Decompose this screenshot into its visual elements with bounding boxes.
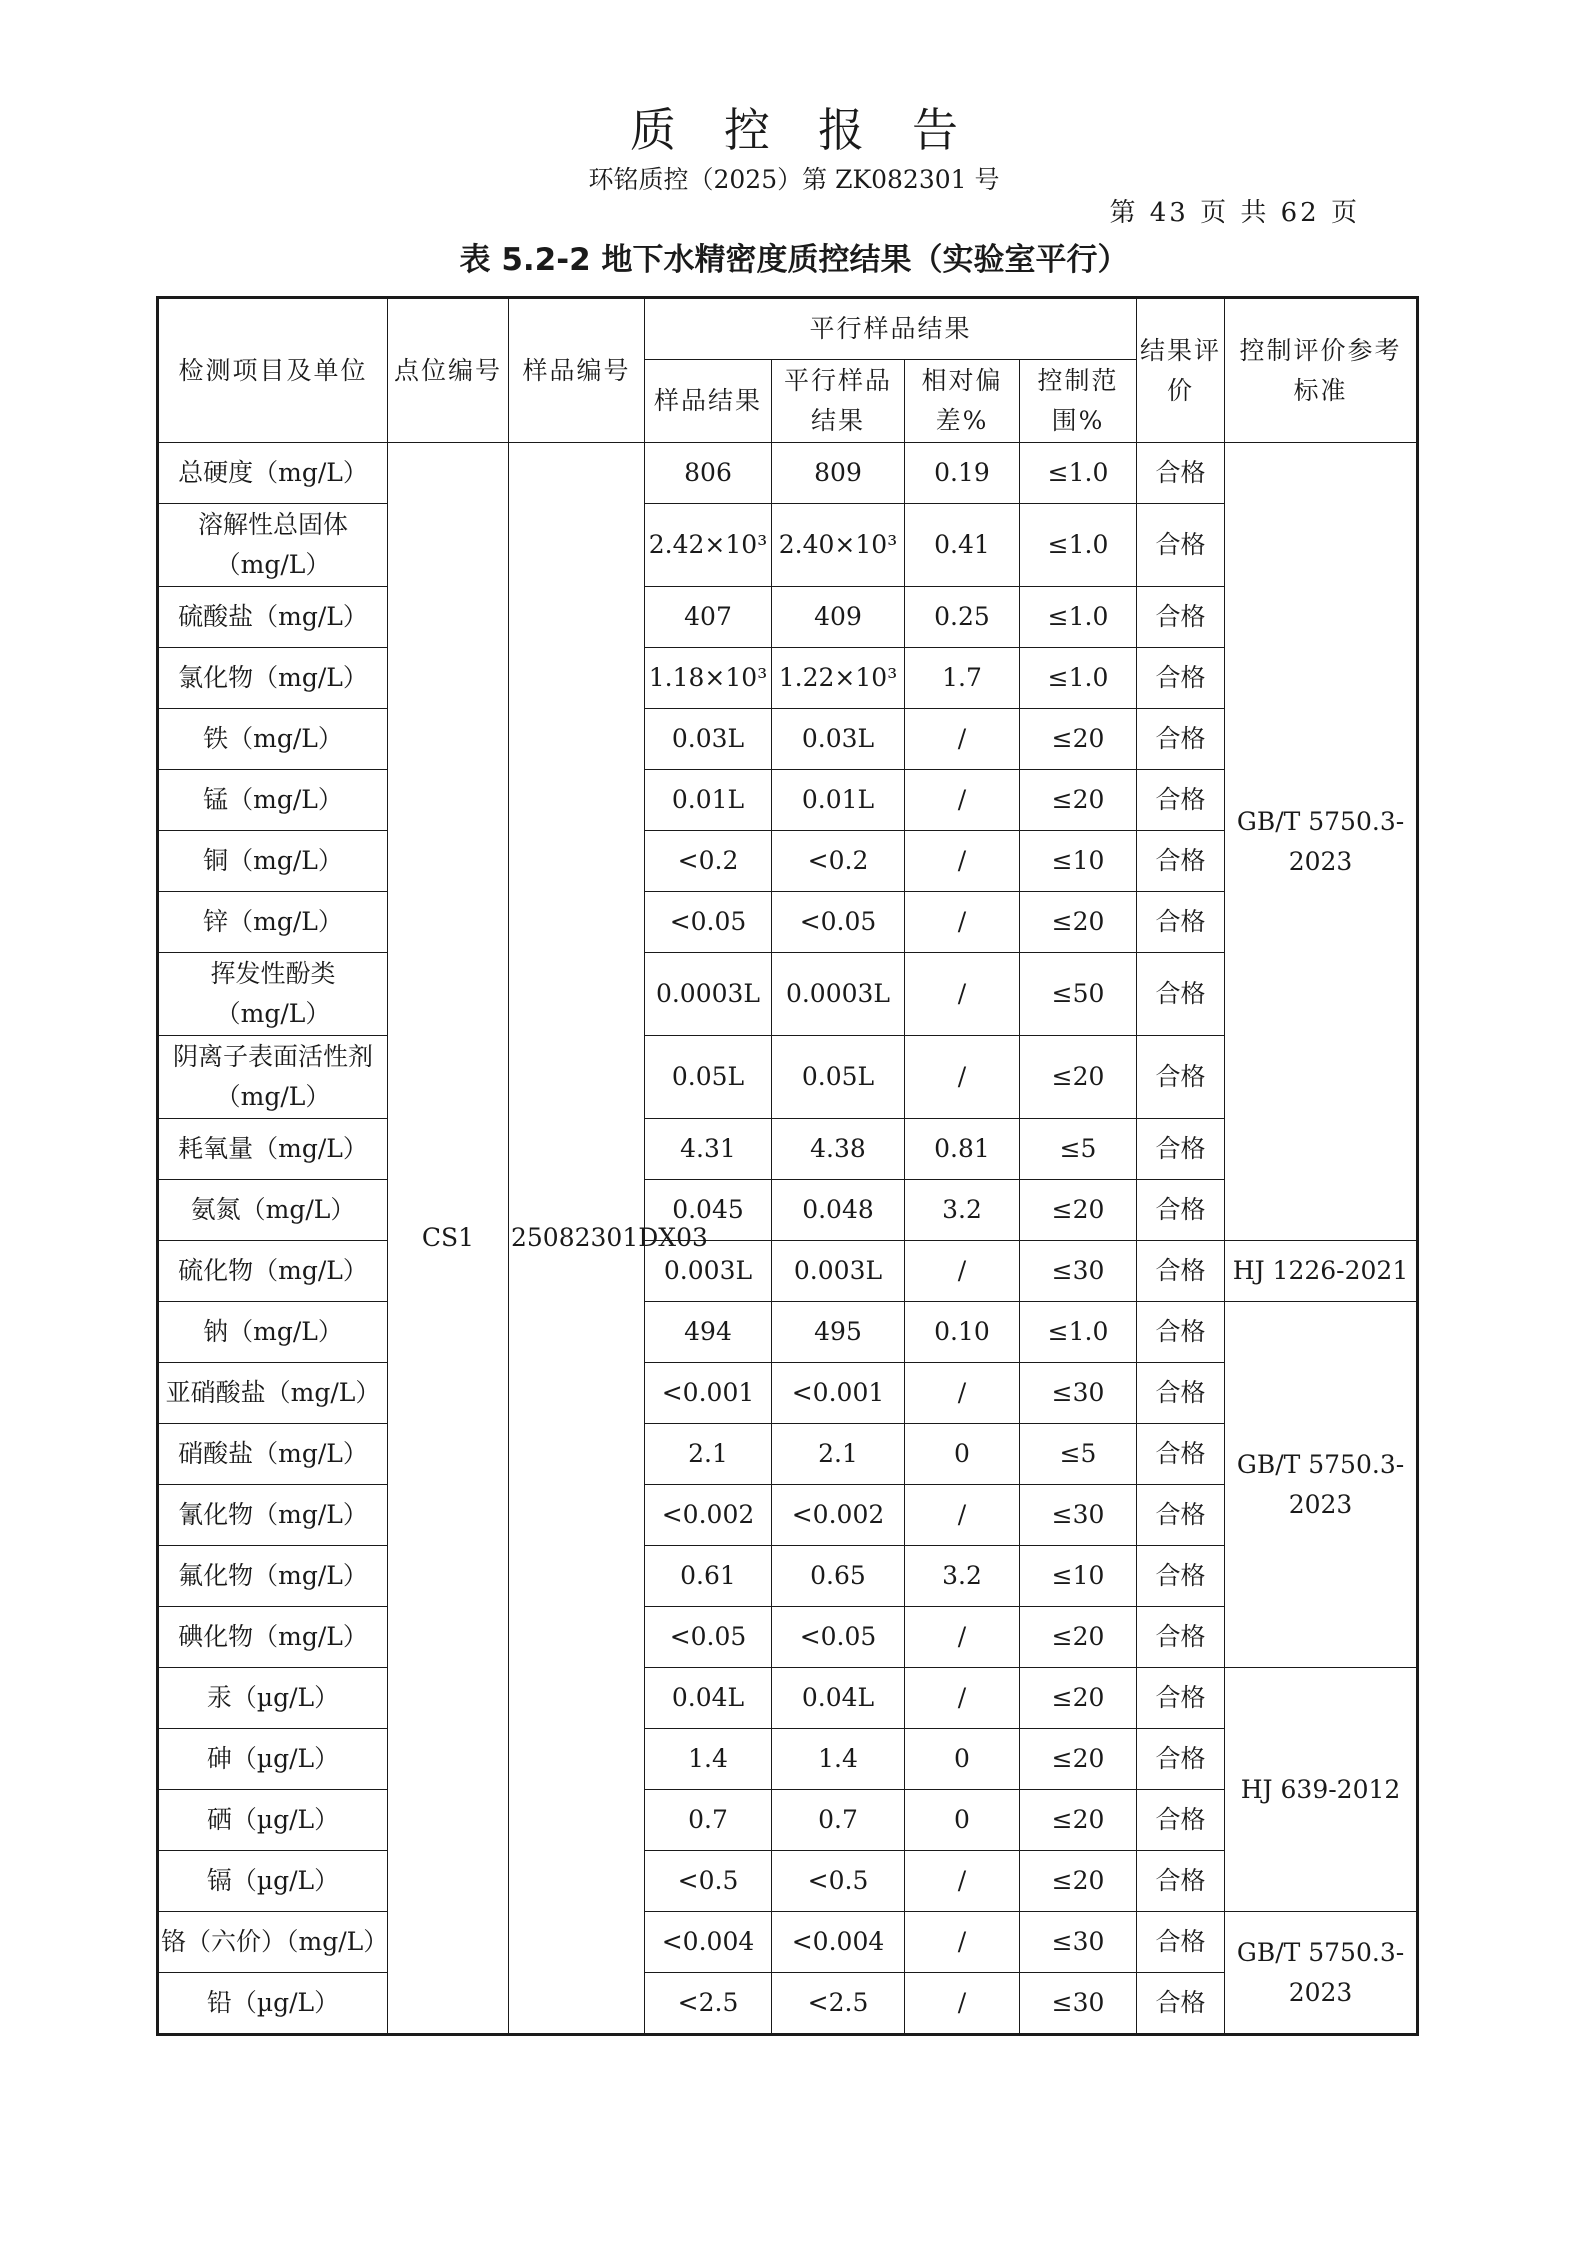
cell-evaluation: 合格: [1137, 1036, 1225, 1119]
cell-parallel-result: 0.048: [772, 1180, 905, 1241]
cell-sample-result: <0.2: [645, 831, 772, 892]
cell-parallel-result: <0.001: [772, 1363, 905, 1424]
cell-relative-deviation: /: [905, 1485, 1020, 1546]
cell-sample-result: 0.05L: [645, 1036, 772, 1119]
cell-evaluation: 合格: [1137, 1546, 1225, 1607]
cell-relative-deviation: /: [905, 831, 1020, 892]
cell-control-range: ≤20: [1020, 1036, 1137, 1119]
cell-item: 锌（mg/L）: [158, 892, 388, 953]
cell-sample-result: <0.5: [645, 1851, 772, 1912]
cell-parallel-result: 809: [772, 443, 905, 504]
cell-item: 硒（µg/L）: [158, 1790, 388, 1851]
cell-sample-result: <0.001: [645, 1363, 772, 1424]
cell-evaluation: 合格: [1137, 1302, 1225, 1363]
cell-sample-result: 407: [645, 587, 772, 648]
cell-standard: GB/T 5750.3-2023: [1225, 443, 1418, 1241]
cell-relative-deviation: /: [905, 770, 1020, 831]
cell-item: 氰化物（mg/L）: [158, 1485, 388, 1546]
cell-item: 亚硝酸盐（mg/L）: [158, 1363, 388, 1424]
cell-sample-result: <0.05: [645, 1607, 772, 1668]
cell-sample-result: 1.18×10³: [645, 648, 772, 709]
cell-point-id: CS1: [388, 443, 509, 2035]
cell-item: 铁（mg/L）: [158, 709, 388, 770]
cell-control-range: ≤30: [1020, 1485, 1137, 1546]
cell-item: 砷（µg/L）: [158, 1729, 388, 1790]
cell-relative-deviation: /: [905, 1607, 1020, 1668]
cell-control-range: ≤1.0: [1020, 443, 1137, 504]
cell-sample-result: <2.5: [645, 1973, 772, 2035]
cell-relative-deviation: /: [905, 1241, 1020, 1302]
cell-sample-result: 0.003L: [645, 1241, 772, 1302]
cell-sample-result: 2.1: [645, 1424, 772, 1485]
cell-control-range: ≤1.0: [1020, 648, 1137, 709]
cell-evaluation: 合格: [1137, 1424, 1225, 1485]
cell-sample-result: 2.42×10³: [645, 504, 772, 587]
cell-sample-result: 0.04L: [645, 1668, 772, 1729]
cell-parallel-result: 0.04L: [772, 1668, 905, 1729]
cell-control-range: ≤5: [1020, 1119, 1137, 1180]
table-caption: 表 5.2-2 地下水精密度质控结果（实验室平行）: [459, 242, 1129, 278]
cell-item: 硝酸盐（mg/L）: [158, 1424, 388, 1485]
page-indicator: 第 43 页 共 62 页: [1109, 198, 1360, 228]
cell-standard: GB/T 5750.3-2023: [1225, 1912, 1418, 2035]
cell-relative-deviation: /: [905, 1912, 1020, 1973]
cell-parallel-result: 0.0003L: [772, 953, 905, 1036]
qc-results-table: [156, 296, 1419, 2036]
table-row: [158, 1912, 1418, 1973]
cell-relative-deviation: 0.19: [905, 443, 1020, 504]
cell-evaluation: 合格: [1137, 587, 1225, 648]
cell-control-range: ≤20: [1020, 709, 1137, 770]
cell-control-range: ≤1.0: [1020, 587, 1137, 648]
cell-item: 铜（mg/L）: [158, 831, 388, 892]
cell-relative-deviation: /: [905, 1973, 1020, 2035]
table-row: [158, 443, 1418, 504]
cell-relative-deviation: /: [905, 892, 1020, 953]
cell-control-range: ≤20: [1020, 770, 1137, 831]
cell-sample-result: 806: [645, 443, 772, 504]
cell-control-range: ≤20: [1020, 1851, 1137, 1912]
cell-parallel-result: 2.1: [772, 1424, 905, 1485]
cell-item: 总硬度（mg/L）: [158, 443, 388, 504]
cell-item: 硫酸盐（mg/L）: [158, 587, 388, 648]
cell-control-range: ≤10: [1020, 1546, 1137, 1607]
cell-item: 氯化物（mg/L）: [158, 648, 388, 709]
cell-parallel-result: 4.38: [772, 1119, 905, 1180]
cell-relative-deviation: 0.25: [905, 587, 1020, 648]
cell-standard: HJ 1226-2021: [1225, 1241, 1418, 1302]
cell-control-range: ≤1.0: [1020, 1302, 1137, 1363]
cell-item: 铅（µg/L）: [158, 1973, 388, 2035]
cell-evaluation: 合格: [1137, 1729, 1225, 1790]
header-point: 点位编号: [388, 298, 509, 443]
cell-item: 锰（mg/L）: [158, 770, 388, 831]
cell-relative-deviation: 0.81: [905, 1119, 1020, 1180]
cell-relative-deviation: 0: [905, 1424, 1020, 1485]
cell-relative-deviation: /: [905, 1036, 1020, 1119]
header-evaluation: 结果评价: [1137, 298, 1225, 443]
cell-evaluation: 合格: [1137, 1119, 1225, 1180]
cell-evaluation: 合格: [1137, 1485, 1225, 1546]
cell-item: 氟化物（mg/L）: [158, 1546, 388, 1607]
cell-relative-deviation: /: [905, 1668, 1020, 1729]
cell-sample-result: 0.045: [645, 1180, 772, 1241]
cell-parallel-result: 0.7: [772, 1790, 905, 1851]
cell-evaluation: 合格: [1137, 892, 1225, 953]
cell-control-range: ≤20: [1020, 1790, 1137, 1851]
cell-evaluation: 合格: [1137, 504, 1225, 587]
cell-parallel-result: 0.05L: [772, 1036, 905, 1119]
cell-control-range: ≤20: [1020, 1668, 1137, 1729]
cell-relative-deviation: /: [905, 1363, 1020, 1424]
cell-control-range: ≤20: [1020, 892, 1137, 953]
cell-sample-result: 494: [645, 1302, 772, 1363]
table-body: [158, 443, 1418, 2035]
cell-relative-deviation: 0.10: [905, 1302, 1020, 1363]
cell-parallel-result: <0.004: [772, 1912, 905, 1973]
cell-parallel-result: 495: [772, 1302, 905, 1363]
cell-parallel-result: 1.4: [772, 1729, 905, 1790]
cell-parallel-result: <0.5: [772, 1851, 905, 1912]
cell-parallel-result: 409: [772, 587, 905, 648]
header-standard: 控制评价参考标准: [1225, 298, 1418, 443]
cell-item: 钠（mg/L）: [158, 1302, 388, 1363]
table-row: [158, 1668, 1418, 1729]
cell-control-range: ≤20: [1020, 1180, 1137, 1241]
cell-item: 汞（µg/L）: [158, 1668, 388, 1729]
cell-item: 铬（六价）（mg/L）: [158, 1912, 388, 1973]
cell-parallel-result: 2.40×10³: [772, 504, 905, 587]
header-item: 检测项目及单位: [158, 298, 388, 443]
cell-sample-result: 0.01L: [645, 770, 772, 831]
cell-control-range: ≤20: [1020, 1729, 1137, 1790]
cell-sample-result: 1.4: [645, 1729, 772, 1790]
cell-relative-deviation: /: [905, 1851, 1020, 1912]
cell-item: 耗氧量（mg/L）: [158, 1119, 388, 1180]
cell-evaluation: 合格: [1137, 770, 1225, 831]
cell-parallel-result: 1.22×10³: [772, 648, 905, 709]
cell-evaluation: 合格: [1137, 648, 1225, 709]
cell-item: 氨氮（mg/L）: [158, 1180, 388, 1241]
cell-evaluation: 合格: [1137, 1241, 1225, 1302]
header-relative-deviation: 相对偏差%: [905, 360, 1020, 443]
cell-control-range: ≤30: [1020, 1912, 1137, 1973]
cell-control-range: ≤5: [1020, 1424, 1137, 1485]
cell-evaluation: 合格: [1137, 1668, 1225, 1729]
cell-parallel-result: <0.002: [772, 1485, 905, 1546]
cell-sample-result: 0.7: [645, 1790, 772, 1851]
table-row: [158, 1302, 1418, 1363]
cell-sample-result: <0.002: [645, 1485, 772, 1546]
cell-control-range: ≤50: [1020, 953, 1137, 1036]
cell-evaluation: 合格: [1137, 1790, 1225, 1851]
cell-sample-id: 25082301DX03: [509, 443, 645, 2035]
cell-relative-deviation: /: [905, 953, 1020, 1036]
cell-parallel-result: <0.05: [772, 1607, 905, 1668]
cell-parallel-result: 0.003L: [772, 1241, 905, 1302]
cell-control-range: ≤30: [1020, 1363, 1137, 1424]
cell-control-range: ≤10: [1020, 831, 1137, 892]
report-number: 环铭质控（2025）第 ZK082301 号: [588, 165, 1000, 194]
cell-evaluation: 合格: [1137, 953, 1225, 1036]
cell-parallel-result: <0.05: [772, 892, 905, 953]
cell-evaluation: 合格: [1137, 1973, 1225, 2035]
cell-standard: HJ 639-2012: [1225, 1668, 1418, 1912]
cell-evaluation: 合格: [1137, 1363, 1225, 1424]
cell-parallel-result: <0.2: [772, 831, 905, 892]
cell-relative-deviation: /: [905, 709, 1020, 770]
cell-relative-deviation: 0: [905, 1790, 1020, 1851]
header-parallel-group: 平行样品结果: [645, 298, 1137, 360]
cell-relative-deviation: 0: [905, 1729, 1020, 1790]
cell-evaluation: 合格: [1137, 1851, 1225, 1912]
cell-control-range: ≤20: [1020, 1607, 1137, 1668]
cell-item: 镉（µg/L）: [158, 1851, 388, 1912]
cell-relative-deviation: 3.2: [905, 1546, 1020, 1607]
cell-relative-deviation: 1.7: [905, 648, 1020, 709]
cell-evaluation: 合格: [1137, 1180, 1225, 1241]
cell-standard: GB/T 5750.3-2023: [1225, 1302, 1418, 1668]
cell-sample-result: <0.05: [645, 892, 772, 953]
cell-item: 碘化物（mg/L）: [158, 1607, 388, 1668]
cell-control-range: ≤30: [1020, 1241, 1137, 1302]
cell-item: 硫化物（mg/L）: [158, 1241, 388, 1302]
cell-evaluation: 合格: [1137, 443, 1225, 504]
cell-evaluation: 合格: [1137, 709, 1225, 770]
cell-relative-deviation: 3.2: [905, 1180, 1020, 1241]
cell-parallel-result: 0.01L: [772, 770, 905, 831]
cell-sample-result: 0.0003L: [645, 953, 772, 1036]
cell-parallel-result: <2.5: [772, 1973, 905, 2035]
header-sample-result: 样品结果: [645, 360, 772, 443]
cell-relative-deviation: 0.41: [905, 504, 1020, 587]
cell-sample-result: 4.31: [645, 1119, 772, 1180]
cell-parallel-result: 0.65: [772, 1546, 905, 1607]
cell-evaluation: 合格: [1137, 831, 1225, 892]
report-title: 质控报告: [630, 103, 1006, 157]
cell-sample-result: 0.61: [645, 1546, 772, 1607]
cell-parallel-result: 0.03L: [772, 709, 905, 770]
cell-evaluation: 合格: [1137, 1607, 1225, 1668]
cell-control-range: ≤30: [1020, 1973, 1137, 2035]
cell-item: 溶解性总固体（mg/L）: [158, 504, 388, 587]
cell-evaluation: 合格: [1137, 1912, 1225, 1973]
cell-item: 阴离子表面活性剂（mg/L）: [158, 1036, 388, 1119]
cell-sample-result: <0.004: [645, 1912, 772, 1973]
header-control-range: 控制范围%: [1020, 360, 1137, 443]
header-parallel-result: 平行样品结果: [772, 360, 905, 443]
cell-item: 挥发性酚类（mg/L）: [158, 953, 388, 1036]
table-row: [158, 1241, 1418, 1302]
header-sample-id: 样品编号: [509, 298, 645, 443]
cell-sample-result: 0.03L: [645, 709, 772, 770]
cell-control-range: ≤1.0: [1020, 504, 1137, 587]
